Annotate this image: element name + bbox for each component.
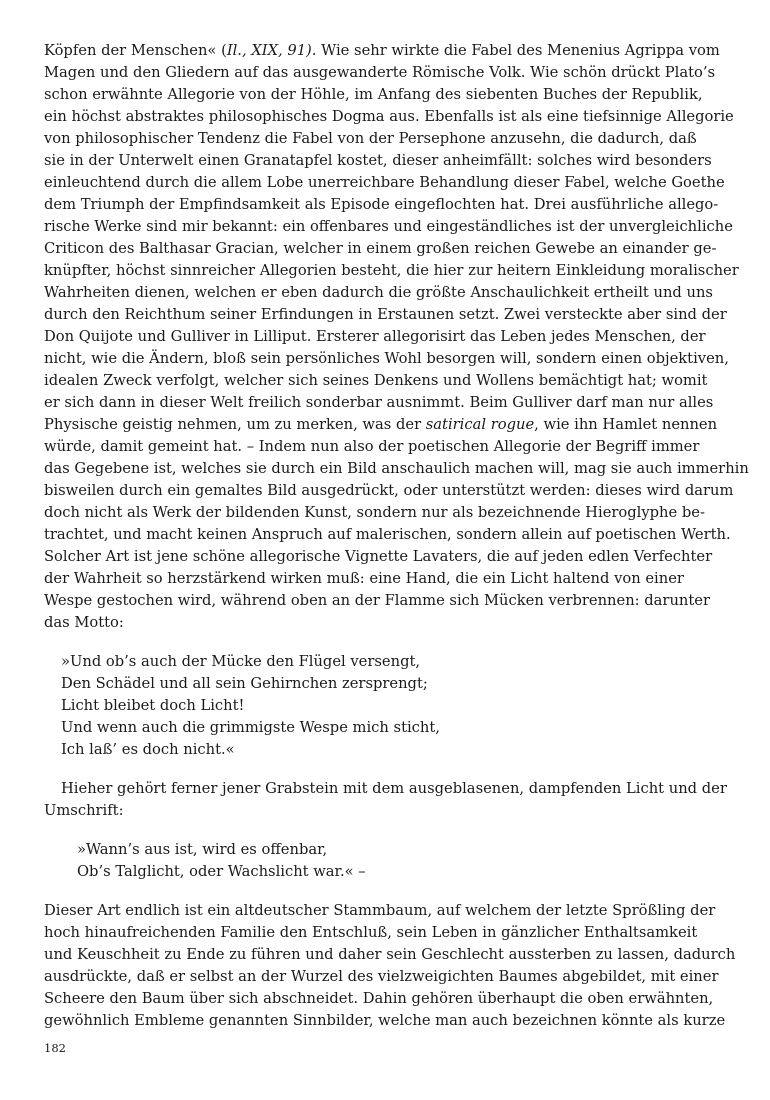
text-line: Criticon des Balthasar Gracian, welcher in einem großen reichen Gewebe an einander ge- [44,240,717,257]
text-line: idealen Zweck verfolgt, welcher sich seines Denkens und Wollens bemächtigt hat; womit [44,372,708,389]
text-line: Umschrift: [44,802,124,819]
text-line: Wespe gestochen wird, während oben an der Flamme sich Mücken verbrennen: darunter [44,592,710,609]
text-line: hoch hinaufreichenden Familie den Entschluß, sein Leben in gänzlicher Enthaltsamkeit [44,924,698,941]
text-line: Don Quijote und Gulliver in Lilliput. Ersterer allegorisirt das Leben jedes Menschen, der [44,328,706,345]
page-body [44,40,749,1032]
verse-line: Ich laß’ es doch nicht.« [61,741,235,758]
page-number: 182 [44,1041,66,1055]
text-line: er sich dann in dieser Welt freilich sonderbar ausnimmt. Beim Gulliver darf man nur alles [44,394,714,411]
verse-inscription [77,839,660,883]
text-line: Physische geistig nehmen, um zu merken, was der satirical rogue, wie ihn Hamlet nennen [44,416,718,433]
text-line: schon erwähnte Allegorie von der Höhle, im Anfang des siebenten Buches der Republik, [44,86,703,103]
text-line: ein höchst abstraktes philosophisches Dogma aus. Ebenfalls ist als eine tiefsinnige Allegorie [44,108,734,125]
text-line: würde, damit gemeint hat. – Indem nun also der poetischen Allegorie der Begriff immer [44,438,700,455]
text-line: bisweilen durch ein gemaltes Bild ausgedrückt, oder unterstützt werden: dieses wird darum [44,482,734,499]
verse-line: »Und ob’s auch der Mücke den Flügel versengt, [61,653,421,670]
text-line: der Wahrheit so herzstärkend wirken muß: eine Hand, die ein Licht haltend von einer [44,570,684,587]
text-line: von philosophischer Tendenz die Fabel von der Persephone anzusehn, die dadurch, daß [44,130,697,147]
text-line: rische Werke sind mir bekannt: ein offenbares und eingeständliches ist der unvergleichliche [44,218,733,235]
text-line: einleuchtend durch die allem Lobe unerreichbare Behandlung dieser Fabel, welche Goethe [44,174,725,191]
text-line: trachtet, und macht keinen Anspruch auf malerischen, sondern allein auf poetischen Werth. [44,526,731,543]
text-line: Köpfen der Menschen« (Il., XIX, 91). Wie sehr wirkte die Fabel des Menenius Agrippa vom [44,42,720,59]
text-line: Solcher Art ist jene schöne allegorische Vignette Lavaters, die auf jeden edlen Verfechter [44,548,713,565]
text-line: durch den Reichthum seiner Erfindungen in Erstaunen setzt. Zwei versteckte aber sind der [44,306,727,323]
text-line: doch nicht als Werk der bildenden Kunst, sondern nur als bezeichnende Hieroglyphe be- [44,504,705,521]
text-line: dem Triumph der Empfindsamkeit als Episode eingeflochten hat. Drei ausführliche allego- [44,196,719,213]
text-line: ausdrückte, daß er selbst an der Wurzel des vielzweigichten Baumes abgebildet, mit einer [44,968,719,985]
verse-motto [61,651,660,761]
text-line: Magen und den Gliedern auf das ausgewanderte Römische Volk. Wie schön drückt Plato’s [44,64,716,81]
text-line: das Gegebene ist, welches sie durch ein Bild anschaulich machen will, mag sie auch immerhin [44,460,749,477]
text-line: gewöhnlich Embleme genannten Sinnbilder, welche man auch bezeichnen könnte als kurze [44,1012,726,1029]
verse-line: »Wann’s aus ist, wird es offenbar, [77,841,328,858]
text-line: das Motto: [44,614,124,631]
text-line: sie in der Unterwelt einen Granatapfel kostet, dieser anheimfällt: solches wird besonders [44,152,712,169]
verse-line: Ob’s Talglicht, oder Wachslicht war.« – [77,863,366,880]
verse-line: Licht bleibet doch Licht! [61,697,245,714]
text-line: nicht, wie die Ändern, bloß sein persönliches Wohl besorgen will, sondern einen objektiven, [44,350,729,367]
paragraph-2 [44,778,727,822]
text-line: Scheere den Baum über sich abschneidet. Dahin gehören überhaupt die oben erwähnten, [44,990,714,1007]
text-line: Wahrheiten dienen, welchen er eben dadurch die größte Anschaulichkeit ertheilt und uns [44,284,713,301]
text-line: Hieher gehört ferner jener Grabstein mit dem ausgeblasenen, dampfenden Licht und der [61,780,727,797]
verse-line: Und wenn auch die grimmigste Wespe mich sticht, [61,719,440,736]
text-line: knüpfter, höchst sinnreicher Allegorien besteht, die hier zur heitern Einkleidung moralischer [44,262,739,279]
text-line: und Keuschheit zu Ende zu führen und daher sein Geschlecht aussterben zu lassen, dadurch [44,946,736,963]
paragraph-1 [44,40,749,634]
verse-line: Den Schädel und all sein Gehirnchen zersprengt; [61,675,428,692]
text-line: Dieser Art endlich ist ein altdeutscher Stammbaum, auf welchem der letzte Sprößling der [44,902,716,919]
paragraph-3 [44,900,736,1032]
